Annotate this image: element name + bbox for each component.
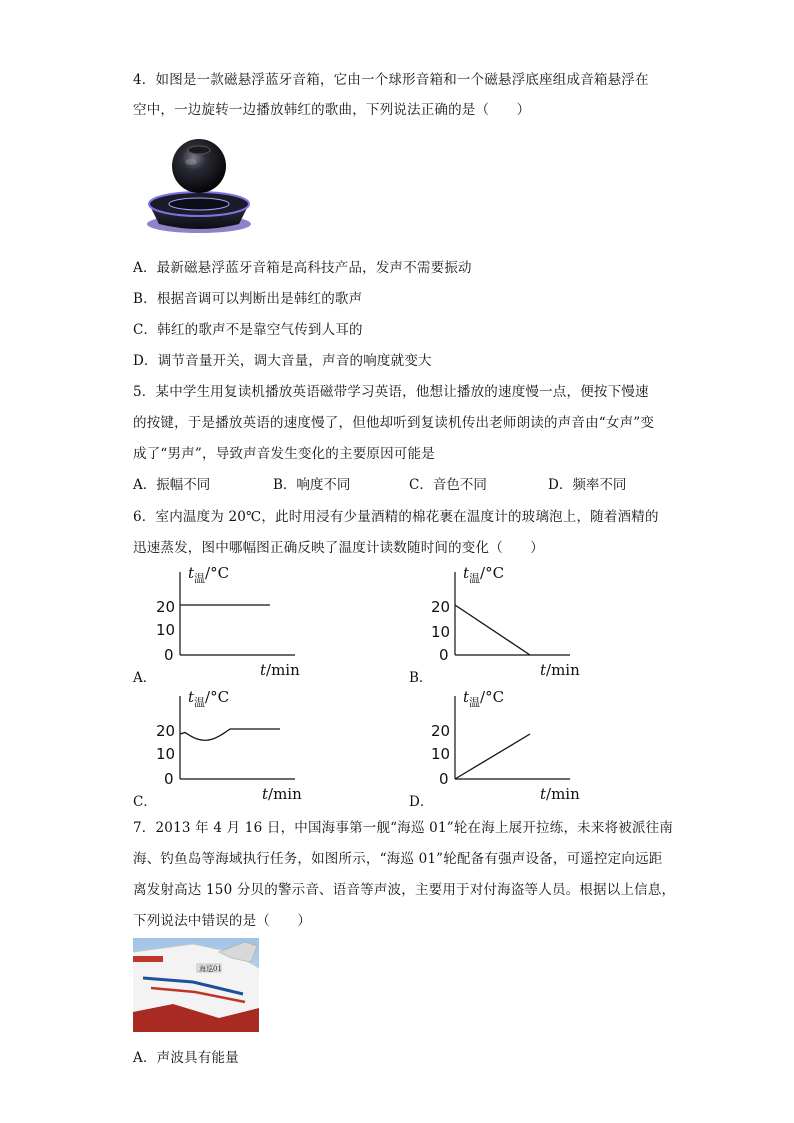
graph-d-ytick-0: 0 [439,770,449,788]
graph-b-curve [455,605,530,655]
q7-stem-line3: 离发射高达 150 分贝的警示音、语音等声波，主要用于对付海盗等人员。根据以上信息， [133,882,676,898]
q4-option-b: B．根据音调可以判断出是韩红的歌声 [133,291,363,307]
q7-stem-line4: 下列说法中错误的是（ ） [133,913,312,929]
q4-option-c: C．韩红的歌声不是靠空气传到人耳的 [133,322,363,338]
q5-stem-line3: 成了“男声”，导致声音发生变化的主要原因可能是 [133,446,435,462]
graph-c-curve [180,729,280,740]
q5-option-d: D．频率不同 [548,477,627,493]
graph-b-ylabel: $t_温/^\circ C$ [463,564,505,585]
q7-stem-line2: 海、钓鱼岛等海域执行任务，如图所示，“海巡 01”轮配备有强声设备，可遥控定向远距 [133,851,663,867]
graph-d-ytick-10: 10 [431,745,451,763]
graph-c-ytick-0: 0 [164,770,174,788]
graph-d-ytick-20: 20 [431,722,451,740]
graph-b-ytick-0: 0 [439,646,449,664]
q4-stem-line1: 4．如图是一款磁悬浮蓝牙音箱，它由一个球形音箱和一个磁悬浮底座组成音箱悬浮在 [133,72,649,88]
graph-a [150,560,310,679]
graph-a-ytick-20: 20 [156,598,176,616]
ship-photo [133,938,259,1032]
q5-option-b: B．响度不同 [273,477,351,493]
graph-b [425,560,585,679]
graph-d [425,684,585,803]
graph-a-label: A． [133,670,157,686]
q5-option-c: C．音色不同 [409,477,487,493]
q5-stem-line2: 的按键，于是播放英语的速度慢了，但他却听到复读机传出老师朗读的声音由“女声”变 [133,415,655,431]
q6-stem-line1: 6．室内温度为 20℃，此时用浸有少量酒精的棉花裹在温度计的玻璃泡上，随着酒精的 [133,509,659,525]
graph-c-ytick-10: 10 [156,745,176,763]
graph-d-xlabel: t/min [540,785,580,803]
speaker-photo [143,132,255,240]
graph-b-ytick-20: 20 [431,598,451,616]
graph-c-ytick-20: 20 [156,722,176,740]
q4-stem-line2: 空中，一边旋转一边播放韩红的歌曲，下列说法正确的是（ ） [133,102,531,118]
q4-option-d: D．调节音量开关，调大音量，声音的响度就变大 [133,353,432,369]
graph-c-label: C． [133,794,157,810]
q4-option-a: A．最新磁悬浮蓝牙音箱是高科技产品，发声不需要振动 [133,260,472,276]
graph-b-label: B． [409,670,433,686]
graph-a-xlabel: t/min [260,661,300,679]
graph-d-curve [455,734,530,779]
graph-c [150,684,310,803]
graph-d-ylabel: $t_温/^\circ C$ [463,688,505,709]
graph-a-ytick-0: 0 [164,646,174,664]
q7-option-a: A．声波具有能量 [133,1050,239,1066]
graph-c-ylabel: $t_温/^\circ C$ [188,688,230,709]
graph-a-ytick-10: 10 [156,621,176,639]
graph-b-ytick-10: 10 [431,623,451,641]
q7-stem-line1: 7．2013 年 4 月 16 日，中国海事第一舰“海巡 01”轮在海上展开拉练，未来将被派往南 [133,820,674,836]
q5-option-a: A．振幅不同 [133,477,211,493]
q6-stem-line2: 迅速蒸发，图中哪幅图正确反映了温度计读数随时间的变化（ ） [133,540,544,556]
graph-c-xlabel: t/min [262,785,302,803]
graph-b-xlabel: t/min [540,661,580,679]
graph-a-ylabel: $t_温/^\circ C$ [188,564,230,585]
q5-stem-line1: 5．某中学生用复读机播放英语磁带学习英语，他想让播放的速度慢一点，便按下慢速 [133,384,649,400]
svg-text:海巡01: 海巡01 [199,965,222,973]
graph-d-label: D． [409,794,434,810]
